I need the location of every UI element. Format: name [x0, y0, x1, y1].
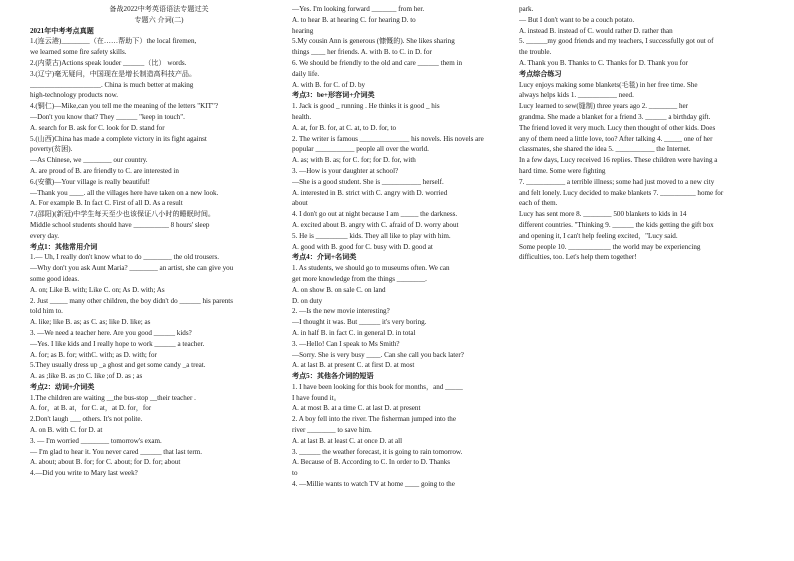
text-line: Lucy learned to sew(缝制) three years ago 2. ________ her: [519, 102, 689, 111]
text-line: 2. —Is the new movie interesting?: [292, 307, 390, 316]
text-line: A. in half B. in fact C. in general D. in total: [292, 328, 416, 337]
text-line: things ____ her friends. A. with B. to C. in D. for: [292, 48, 432, 57]
text-line: about: [292, 199, 308, 208]
text-line: A. instead B. instead of C. would rather D. rather than: [519, 26, 673, 35]
text-line: Lucy has sent more 8. ________ 500 blankets to kids in 14: [519, 210, 687, 219]
text-line: 2.(内蒙古)Actions speak louder ______（比） words.: [30, 58, 187, 67]
text-line: The friend loved it very much. Lucy then thought of other kids. Does: [519, 123, 716, 132]
text-line: we learned some fire safety skills.: [30, 48, 127, 57]
text-line: A. to hear B. at hearing C. for hearing D. to: [292, 15, 416, 24]
text-line: 3. —Hello! Can I speak to Ms Smith?: [292, 339, 400, 348]
text-line: popular ___________ people all over the world.: [292, 145, 429, 154]
text-line: 考点1：其他常用介词: [30, 242, 98, 251]
text-line: get more knowledge from the things ________.: [292, 274, 427, 283]
text-line: A. with B. for C. of D. by: [292, 80, 366, 89]
text-line: and felt lonely. Lucy decided to make blankets 7. __________ home for: [519, 188, 724, 197]
text-line: any of them need a little love, too? After talking 4. _____ one of her: [519, 134, 713, 143]
text-line: A. on show B. on sale C. on land: [292, 285, 386, 294]
text-line: 4. I don't go out at night because I am _____ the darkness.: [292, 210, 458, 219]
text-line: always helps kids 1. ___________ need.: [519, 91, 634, 100]
text-line: A. at, for B. for, at C. at, to D. for, to: [292, 123, 397, 132]
text-line: —As Chinese, we ________ our country.: [30, 156, 148, 165]
column-right: [519, 4, 773, 560]
text-line: to: [292, 469, 298, 478]
text-line: A. good with B. good for C. busy with D. good at: [292, 242, 433, 251]
text-line: 考点2：动词+介词类: [30, 382, 95, 391]
text-line: grandma. She made a blanket for a friend 3. ______ a birthday gift.: [519, 112, 711, 121]
text-line: 6.(安徽)—Your village is really beautiful!: [30, 177, 151, 186]
text-line: each of them.: [519, 199, 558, 208]
text-line: A. on; Like B. with; Like C. on; As D. with; As: [30, 285, 165, 294]
text-line: 1.The children are waiting __the bus-stop __their teacher .: [30, 393, 196, 402]
text-line: A. like; like B. as; as C. as; like D. like; as: [30, 318, 151, 327]
text-line: —Yes. I'm looking forward _______ from her.: [292, 5, 425, 13]
text-line: 2. A boy fell into the river. The fisherman jumped into the: [292, 415, 456, 424]
text-line: 1. Jack is good _ running . He thinks it is good _ his: [292, 102, 440, 111]
text-line: 3.(辽宁)毫无疑问，中国现在是增长制造高科技产品。: [30, 69, 197, 78]
text-line: 5.My cousin Ann is generous (慷慨的). She likes sharing: [292, 37, 455, 46]
text-line: 5.(山西)China has made a complete victory in its fight against: [30, 134, 207, 143]
text-line: some good ideas.: [30, 274, 80, 283]
text-line: 3. —We need a teacher here. Are you good ______ kids?: [30, 328, 192, 337]
text-line: 1. I have been looking for this book for months，and _____: [292, 382, 463, 391]
text-line: —Thank you ____. all the villages here have taken on a new look.: [30, 188, 219, 197]
text-line: 4.(铜仁)—Mike,can you tell me the meaning of the letters "KIT"?: [30, 102, 219, 111]
text-line: 考点4：介词+名词类: [292, 253, 357, 262]
text-line: —Yes. I like kids and I really hope to work ______ a teacher.: [30, 339, 205, 348]
text-line: 考点5：其他各介词的短语: [292, 372, 374, 381]
text-line: Some people 10. ____________ the world may be experiencing: [519, 242, 701, 251]
text-line: park.: [519, 5, 534, 13]
text-line: A. as; with B. as; for C. for; for D. for, with: [292, 156, 416, 165]
text-line: 2. The writer is famous ______________ his novels. His novels are: [292, 134, 484, 143]
text-line: hearing: [292, 26, 314, 35]
text-line: 考点综合练习: [519, 69, 562, 78]
text-line: ____________________. China is much better at making: [30, 80, 194, 89]
text-line: 3. ______ the weather forecast, it is going to rain tomorrow.: [292, 447, 463, 456]
text-line: A. at last B. at least C. at once D. at all: [292, 436, 403, 445]
text-line: D. on duty: [292, 296, 323, 305]
text-line: 4. —Millie wants to watch TV at home ____ going to the: [292, 480, 455, 489]
text-line: 1.— Uh, I really don't know what to do ________ the old trousers.: [30, 253, 220, 262]
text-line: told him to.: [30, 307, 63, 316]
text-line: I have found it。: [292, 393, 341, 402]
text-line: every day.: [30, 231, 60, 240]
column-middle: [292, 4, 498, 560]
document-subtitle: 专题六 介词(二): [134, 15, 184, 24]
text-line: —I thought it was. But ______ it's very boring.: [292, 318, 427, 327]
text-line: A. Because of B. According to C. In order to D. Thanks: [292, 458, 451, 467]
text-line: 5.They usually dress up _a ghost and get some candy _a treat.: [30, 361, 206, 370]
text-line: classmates, she shared the idea 5. ___________ the Internet.: [519, 145, 691, 154]
text-line: difficulties, too. Let's help them together!: [519, 253, 637, 262]
text-line: 6. We should be friendly to the old and care ______ them in: [292, 58, 463, 67]
text-line: A. for，at B. at，for C. at，at D. for，for: [30, 404, 152, 413]
column-left: [30, 4, 288, 560]
text-line: 1. As students, we should go to museums often. We can: [292, 264, 450, 273]
text-line: 3. — I'm worried ________ tomorrow's exam.: [30, 436, 162, 445]
text-line: 3. —How is your daughter at school?: [292, 166, 399, 175]
text-line: A. for; as B. for; withC. with; as D. with; for: [30, 350, 157, 359]
text-line: — I'm glad to hear it. You never cared ______ that last term.: [30, 447, 203, 456]
text-line: A. excited about B. angry with C. afraid of D. worry about: [292, 220, 459, 229]
text-line: 考点3：be+形容词+介词类: [292, 91, 375, 100]
text-line: —She is a good student. She is ___________ herself.: [292, 177, 444, 186]
text-line: A. search for B. ask for C. look for D. stand for: [30, 123, 165, 132]
text-line: 7.(邵阳)(新冠)中学生每天至少也该保证八小时的睡眠时间。: [30, 210, 216, 219]
text-line: 2. Just _____ many other children, the boy didn't do ______ his parents: [30, 296, 234, 305]
text-line: 7. ___________ a terrible illness; some had just moved to a new city: [519, 177, 715, 186]
text-line: 2.Don't laugh ___ others. It's not polite.: [30, 415, 143, 424]
text-line: —Why don't you ask Aunt Maria? ________ an artist, she can give you: [30, 264, 234, 273]
text-line: poverty(贫困).: [30, 145, 73, 154]
text-line: A. For example B. In fact C. First of all D. As a result: [30, 199, 183, 208]
text-line: and opening it, I can't help feeling excited，"Lucy said.: [519, 231, 678, 240]
text-line: —Don't you know that? They ______ "keep in touch".: [30, 112, 185, 121]
text-line: In a few days, Lucy received 16 replies. These children were having a: [519, 156, 718, 165]
document-title: 备战2022中考英语语法专题过关: [109, 5, 209, 13]
text-line: 5. ______my good friends and my teachers, I successfully got out of: [519, 37, 714, 46]
text-line: different countries. "Thinking 9. ______ the kids getting the gift box: [519, 220, 714, 229]
text-line: A. interested in B. strict with C. angry with D. worried: [292, 188, 448, 197]
text-line: 1.(连云港)________（在……帮助下）the local firemen,: [30, 37, 197, 46]
text-line: A. on B. with C. for D. at: [30, 426, 103, 435]
column-middle-lines: [292, 4, 498, 490]
text-line: 5. He is _________ kids. They all like to play with him.: [292, 231, 451, 240]
text-line: A. at last B. at present C. at first D. at most: [292, 361, 415, 370]
text-line: Lucy enjoys making some blankets(毛毯) in her free time. She: [519, 80, 698, 89]
text-line: 4.—Did you write to Mary last week?: [30, 469, 138, 478]
text-line: A. about; about B. for; for C. about; for D. for; about: [30, 458, 181, 467]
text-line: daily life.: [292, 69, 320, 78]
text-line: river ________ to save him.: [292, 426, 372, 435]
text-line: A. are proud of B. are friendly to C. are interested in: [30, 166, 179, 175]
text-line: high-technology products now.: [30, 91, 118, 100]
text-line: 2021年中考考点真题: [30, 26, 94, 35]
text-line: health.: [292, 112, 312, 121]
column-right-lines: [519, 4, 773, 263]
text-line: A. Thank you B. Thanks to C. Thanks for D. Thank you for: [519, 58, 688, 67]
text-line: A. as ;like B. as ;to C. like ;of D. as ; as: [30, 372, 143, 381]
text-line: — But I don't want to be a couch potato.: [519, 15, 635, 24]
text-line: Middle school students should have __________ 8 hours' sleep: [30, 220, 210, 229]
text-line: hard time. Some were fighting: [519, 166, 606, 175]
text-line: A. at most B. at a time C. at last D. at present: [292, 404, 421, 413]
text-line: the trouble.: [519, 48, 552, 57]
text-line: —Sorry. She is very busy ____. Can she call you back later?: [292, 350, 464, 359]
column-left-lines: [30, 26, 288, 479]
